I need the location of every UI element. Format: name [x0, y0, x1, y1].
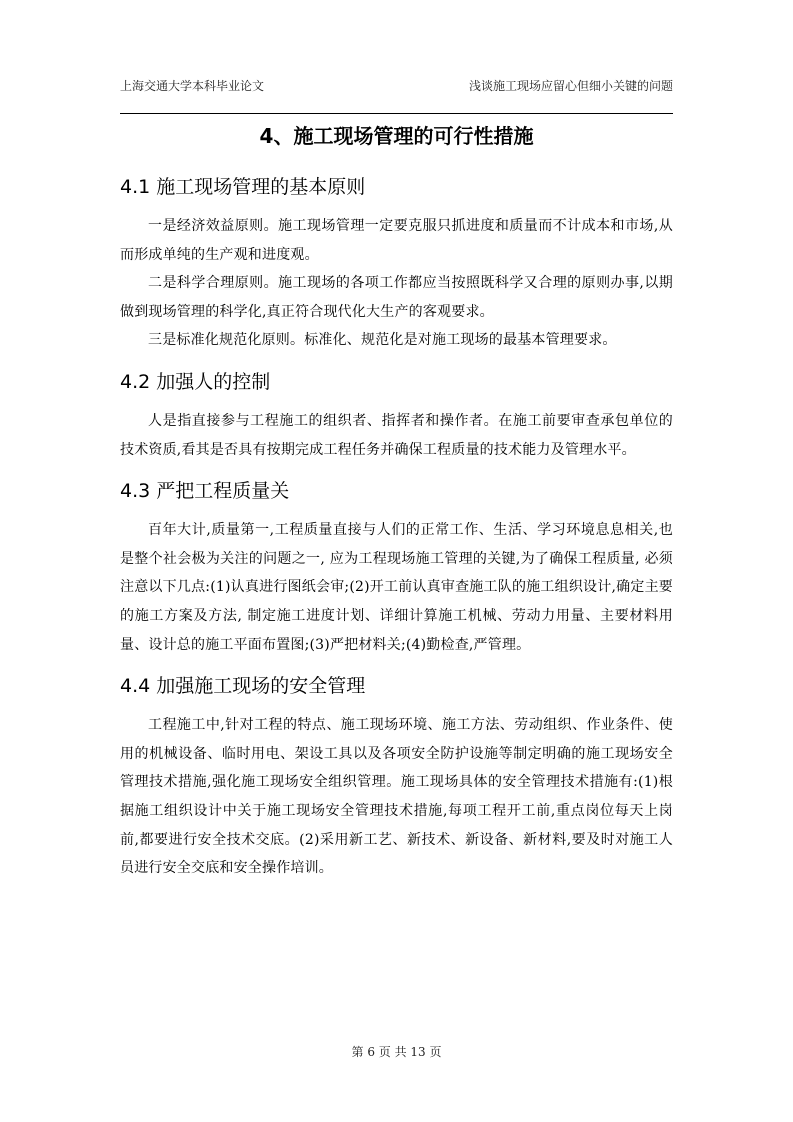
- header-left-text: 上海交通大学本科毕业论文: [120, 79, 265, 93]
- paragraph: 工程施工中,针对工程的特点、施工现场环境、施工方法、劳动组织、作业条件、使用的机械设备、临时用电、架设工具以及各项安全防护设施等制定明确的施工现场安全管理技术措施,强化施工现场安全组织管理。施工现场具体的安全管理技术措施有:(1)根据施工组织设计中关于施工现场安全管理技术措施,每项工程开工前,重点岗位每天上岗前,都要进行安全技术交底。(2)采用新工艺、新技术、新设备、新材料,要及时对施工人员进行安全交底和安全操作培训。: [120, 717, 673, 877]
- page-header: [120, 78, 673, 94]
- section-heading-4-1: 4.1 施工现场管理的基本原则: [120, 176, 366, 198]
- header-rule: [120, 113, 673, 114]
- paragraph: 人是指直接参与工程施工的组织者、指挥者和操作者。在施工前要审查承包单位的技术资质,看其是否具有按期完成工程任务并确保工程质量的技术能力及管理水平。: [120, 412, 673, 458]
- paragraph: 二是科学合理原则。施工现场的各项工作都应当按照既科学又合理的原则办事,以期做到现场管理的科学化,真正符合现代化大生产的客观要求。: [120, 275, 673, 320]
- section-heading-4-2: 4.2 加强人的控制: [120, 370, 271, 393]
- paragraph: 三是标准化规范化原则。标准化、规范化是对施工现场的最基本管理要求。: [148, 332, 617, 349]
- page-number-footer: 第 6 页 共 13 页: [351, 1045, 442, 1059]
- chapter-title: 4、施工现场管理的可行性措施: [259, 124, 534, 148]
- section-heading-4-3: 4.3 严把工程质量关: [120, 480, 290, 503]
- section-heading-4-4: 4.4 加强施工现场的安全管理: [120, 675, 366, 698]
- header-right-text: 浅谈施工现场应留心但细小关键的问题: [468, 79, 673, 93]
- paragraph: 一是经济效益原则。施工现场管理一定要克服只抓进度和质量而不计成本和市场,从而形成单纯的生产观和进度观。: [120, 218, 673, 263]
- paragraph: 百年大计,质量第一,工程质量直接与人们的正常工作、生活、学习环境息息相关,也是整个社会极为关注的问题之一, 应为工程现场施工管理的关键,为了确保工程质量, 必须注意以下几点:(1)认真进行图纸会审;(2)开工前认真审查施工队的施工组织设计,确定主要的施工方案及方法, 制定施工进度计划、详细计算施工机械、劳动力用量、主要材料用量、设计总的施工平面布置图;(3)严把材料关;(4)勤检查,严管理。: [120, 522, 673, 653]
- page-content: [120, 118, 673, 883]
